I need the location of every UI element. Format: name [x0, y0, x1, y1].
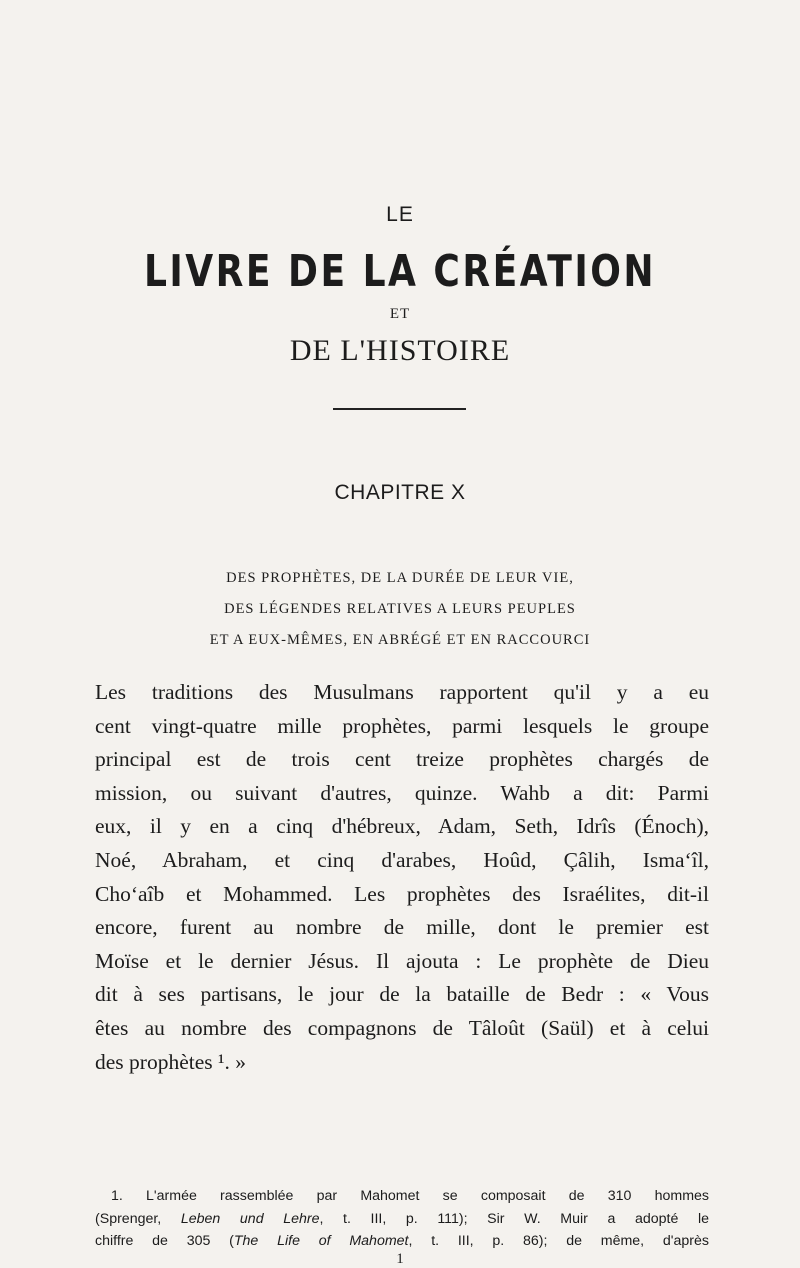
title-conjunction: ET: [389, 306, 411, 322]
paragraph-line: encore, furent au nombre de mille, dont le premier est: [95, 915, 709, 940]
title-divider: [333, 408, 466, 410]
paragraph-line: principal est de trois cent treize prophètes chargés de: [95, 747, 709, 772]
paragraph-line: Cho‘aîb et Mohammed. Les prophètes des Israélites, dit-il: [95, 881, 709, 906]
footnote-text: (Sprenger,: [95, 1210, 181, 1227]
book-title: LIVRE DE LA CRÉATION: [143, 246, 657, 297]
chapter-subheading-line: DES LÉGENDES RELATIVES A LEURS PEUPLES: [224, 601, 576, 617]
book-subtitle: DE L'HISTOIRE: [289, 334, 511, 367]
paragraph-line: êtes au nombre des compagnons de Tâloût (Saül) et à celui: [95, 1015, 709, 1040]
page-number: 1: [396, 1251, 404, 1267]
footnote-text: , t. III, p. 111); Sir W. Muir a adopté le: [319, 1210, 709, 1227]
paragraph-line: eux, il y en a cinq d'hébreux, Adam, Seth, Idrîs (Énoch),: [95, 814, 709, 839]
footnote-line: [95, 1230, 709, 1253]
chapter-heading: CHAPITRE X: [334, 481, 466, 504]
chapter-subheading-line: ET A EUX-MÊMES, EN ABRÉGÉ ET EN RACCOURCI: [209, 632, 591, 648]
paragraph-line: mission, ou suivant d'autres, quinze. Wahb a dit: Parmi: [95, 780, 709, 805]
paragraph-line: Moïse et le dernier Jésus. Il ajouta : Le prophète de Dieu: [95, 948, 709, 973]
chapter-subheading-line: DES PROPHÈTES, DE LA DURÉE DE LEUR VIE,: [226, 570, 574, 586]
title-article: LE: [386, 203, 414, 226]
footnote-text: , t. III, p. 86); de même, d'après: [408, 1233, 709, 1249]
footnote: [95, 1185, 709, 1253]
paragraph-line: Noé, Abraham, et cinq d'arabes, Hoûd, Çâlih, Isma‘îl,: [95, 847, 709, 872]
footnote-book-title: The Life of Mahomet: [233, 1233, 409, 1249]
paragraph-line: des prophètes ¹. »: [95, 1049, 246, 1074]
footnote-line: 1. L'armée rassemblée par Mahomet se composait de 310 hommes: [111, 1188, 709, 1204]
paragraph-line: Les traditions des Musulmans rapportent qu'il y a eu: [95, 680, 709, 704]
footnote-book-title: Leben und Lehre: [180, 1210, 320, 1227]
body-paragraph: [95, 676, 709, 1079]
footnote-line: [95, 1208, 709, 1231]
paragraph-line: dit à ses partisans, le jour de la bataille de Bedr : « Vous: [95, 982, 709, 1007]
paragraph-line: cent vingt-quatre mille prophètes, parmi lesquels le groupe: [95, 713, 709, 738]
footnote-text: chiffre de 305 (: [95, 1233, 234, 1249]
